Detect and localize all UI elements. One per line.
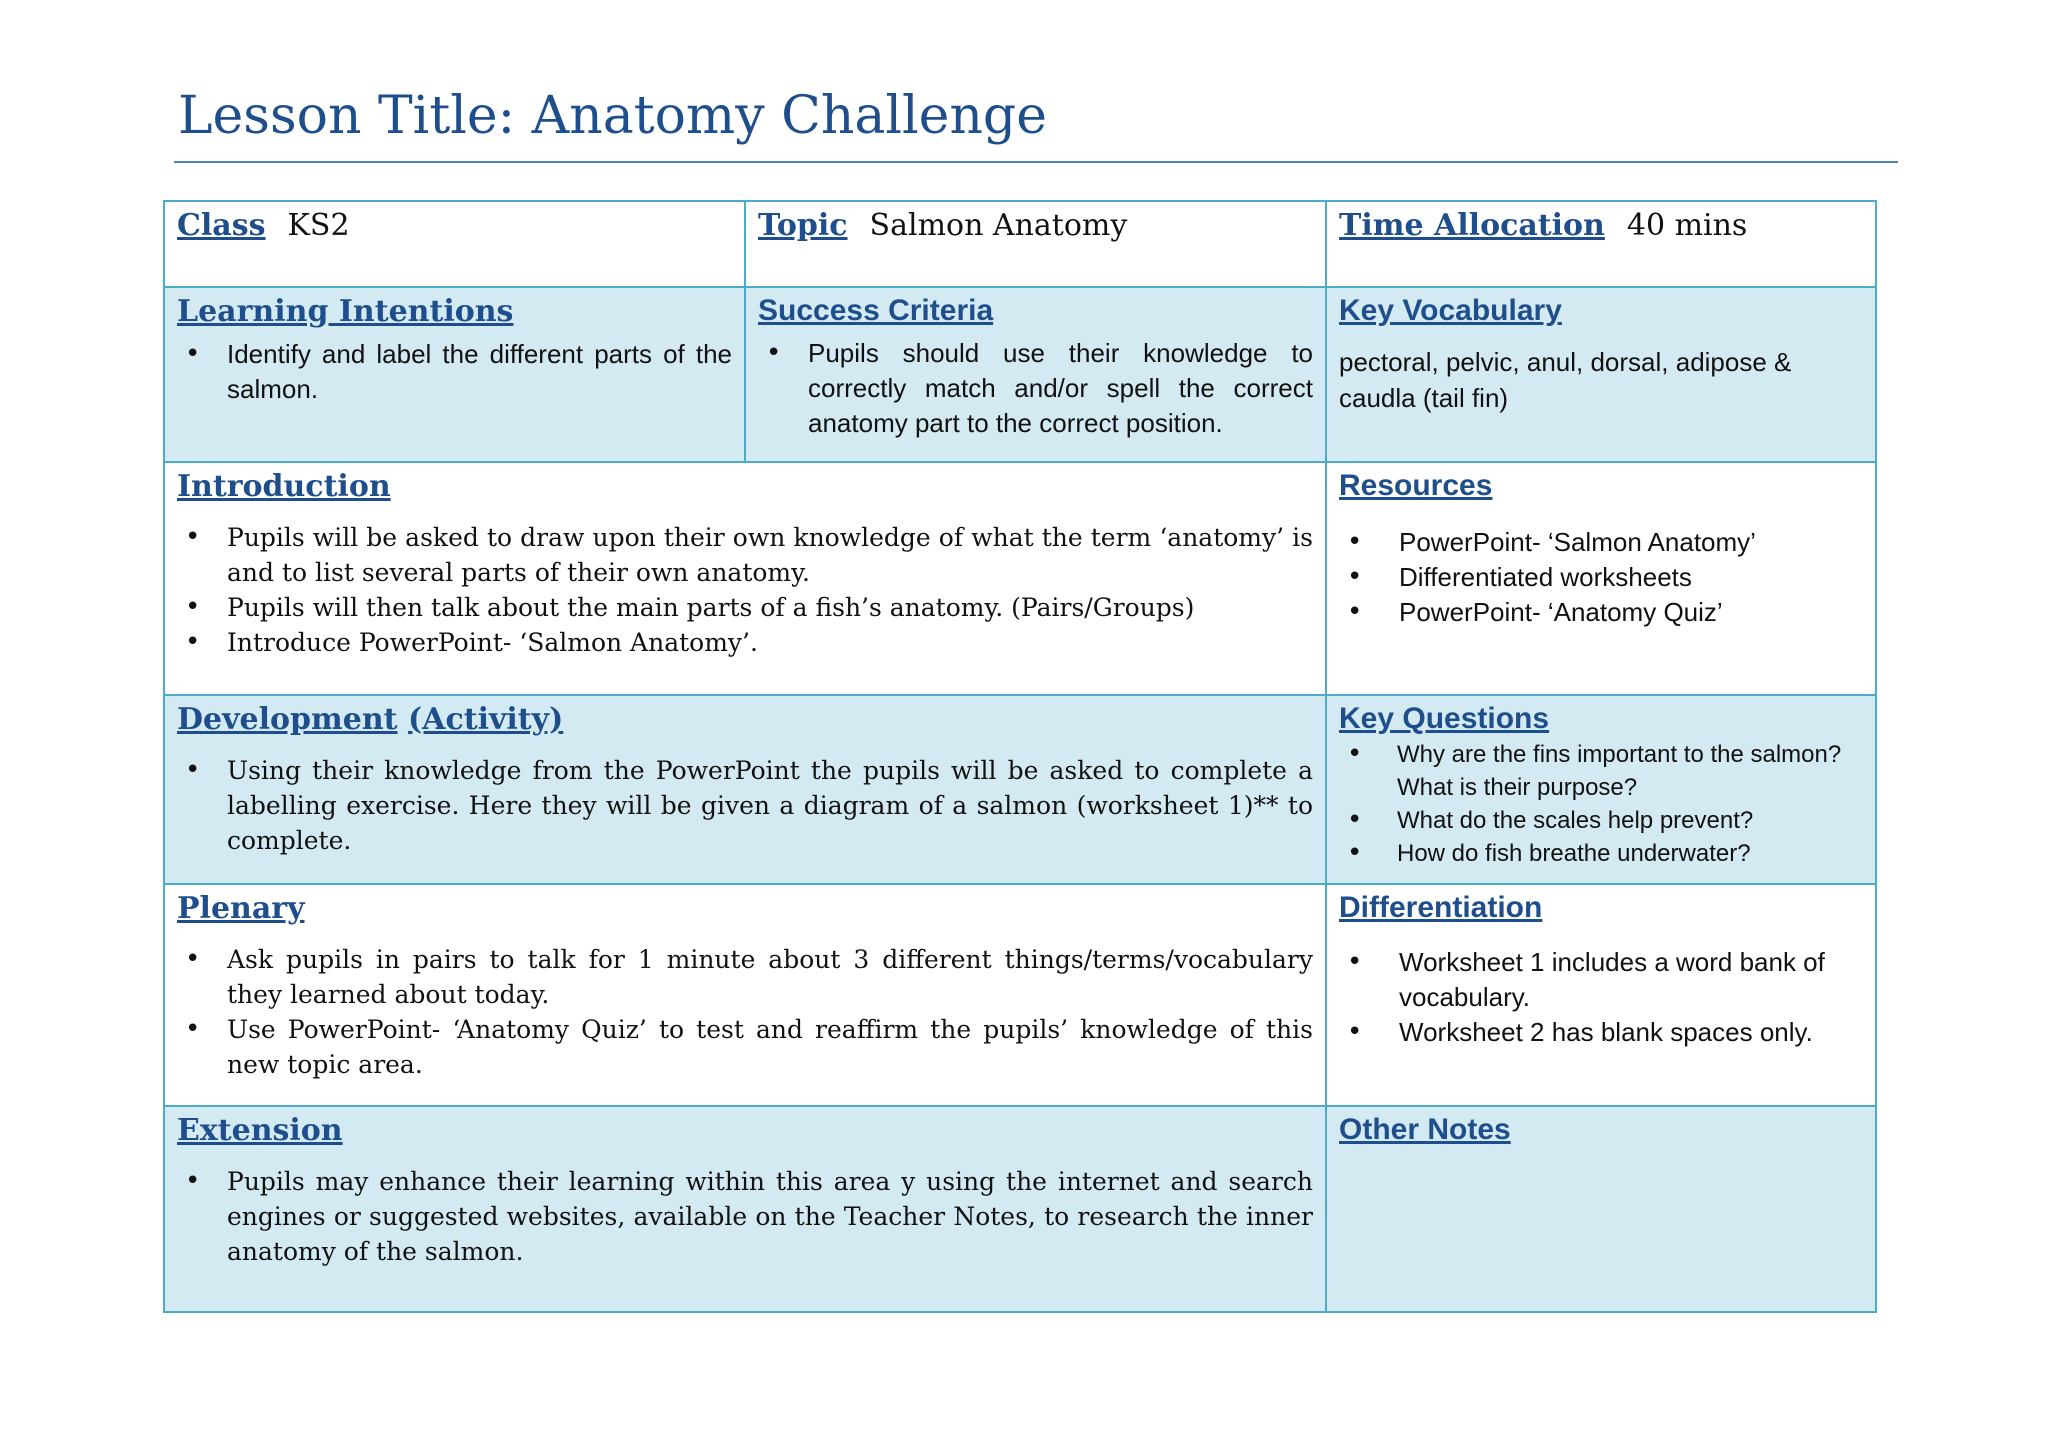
key-vocabulary-text: pectoral, pelvic, anul, dorsal, adipose & caudla (tail fin) [1339,347,1792,413]
introduction-heading: Introduction [177,469,391,504]
development-row [164,695,1876,884]
success-criteria-heading: Success Criteria [758,294,994,327]
learning-intentions-cell [164,287,745,462]
list-item: • Pupils will then talk about the main parts of a fish’s anatomy. (Pairs/Groups) [177,590,1313,625]
success-criteria-cell [745,287,1326,462]
plenary-row [164,884,1876,1106]
topic-label: Topic [758,208,848,243]
introduction-list [177,520,1313,660]
time-label: Time Allocation [1339,208,1605,243]
list-item: • Identify and label the different parts of the salmon. [177,337,732,407]
list-item: • PowerPoint- ‘Anatomy Quiz’ [1339,595,1863,630]
resources-list [1339,525,1863,630]
resources-heading: Resources [1339,469,1493,502]
list-item: • How do fish breathe underwater? [1339,837,1863,870]
key-vocabulary-cell [1326,287,1876,462]
development-activity-heading: (Activity) [407,702,564,737]
development-cell [164,695,1326,884]
class-value: KS2 [287,208,350,243]
time-cell [1326,201,1876,287]
plenary-heading: Plenary [177,891,305,926]
key-questions-heading: Key Questions [1339,702,1550,735]
extension-heading: Extension [177,1113,343,1148]
objectives-row [164,287,1876,462]
list-item: • Why are the fins important to the salmon? What is their purpose? [1339,738,1863,804]
class-label: Class [177,208,266,243]
extension-list [177,1164,1313,1269]
list-item: • Pupils should use their knowledge to correctly match and/or spell the correct anatomy part to the correct position. [758,336,1313,441]
key-questions-cell [1326,695,1876,884]
plenary-cell [164,884,1326,1106]
differentiation-heading: Differentiation [1339,891,1543,924]
extension-row [164,1106,1876,1312]
title-underline [174,161,1898,163]
time-value: 40 mins [1626,208,1748,243]
list-item: • Ask pupils in pairs to talk for 1 minute about 3 different things/terms/vocabulary they learned about today. [177,942,1313,1012]
class-cell [164,201,745,287]
development-list [177,753,1313,858]
introduction-cell [164,462,1326,695]
extension-cell [164,1106,1326,1312]
list-item: • Worksheet 1 includes a word bank of vocabulary. [1339,945,1863,1015]
topic-cell [745,201,1326,287]
list-item: • Use PowerPoint- ‘Anatomy Quiz’ to test and reaffirm the pupils’ knowledge of this new topic area. [177,1012,1313,1082]
list-item: • Differentiated worksheets [1339,560,1863,595]
lesson-title: Lesson Title: Anatomy Challenge [178,86,1047,146]
learning-intentions-heading: Learning Intentions [177,294,514,329]
other-notes-cell [1326,1106,1876,1312]
key-vocabulary-heading: Key Vocabulary [1339,294,1562,327]
differentiation-cell [1326,884,1876,1106]
lesson-plan-table [163,200,1877,1313]
list-item: • Introduce PowerPoint- ‘Salmon Anatomy’. [177,625,1313,660]
success-criteria-list [758,336,1313,441]
key-questions-list [1339,738,1863,870]
list-item: • Pupils may enhance their learning within this area y using the internet and search engines or suggested websites, available on the Teacher Notes, to research the inner anatomy of the salmon. [177,1164,1313,1269]
topic-value: Salmon Anatomy [869,208,1128,243]
plenary-list [177,942,1313,1082]
list-item: • Using their knowledge from the PowerPoint the pupils will be asked to complete a labelling exercise. Here they will be given a diagram of a salmon (worksheet 1)** to complete. [177,753,1313,858]
list-item: • PowerPoint- ‘Salmon Anatomy’ [1339,525,1863,560]
learning-intentions-list [177,337,732,407]
differentiation-list [1339,945,1863,1050]
development-heading: Development [177,702,398,737]
introduction-row [164,462,1876,695]
list-item: • Pupils will be asked to draw upon their own knowledge of what the term ‘anatomy’ is and to list several parts of their own anatomy. [177,520,1313,590]
resources-cell [1326,462,1876,695]
list-item: • Worksheet 2 has blank spaces only. [1339,1015,1863,1050]
other-notes-heading: Other Notes [1339,1113,1511,1146]
header-row [164,201,1876,287]
list-item: • What do the scales help prevent? [1339,804,1863,837]
